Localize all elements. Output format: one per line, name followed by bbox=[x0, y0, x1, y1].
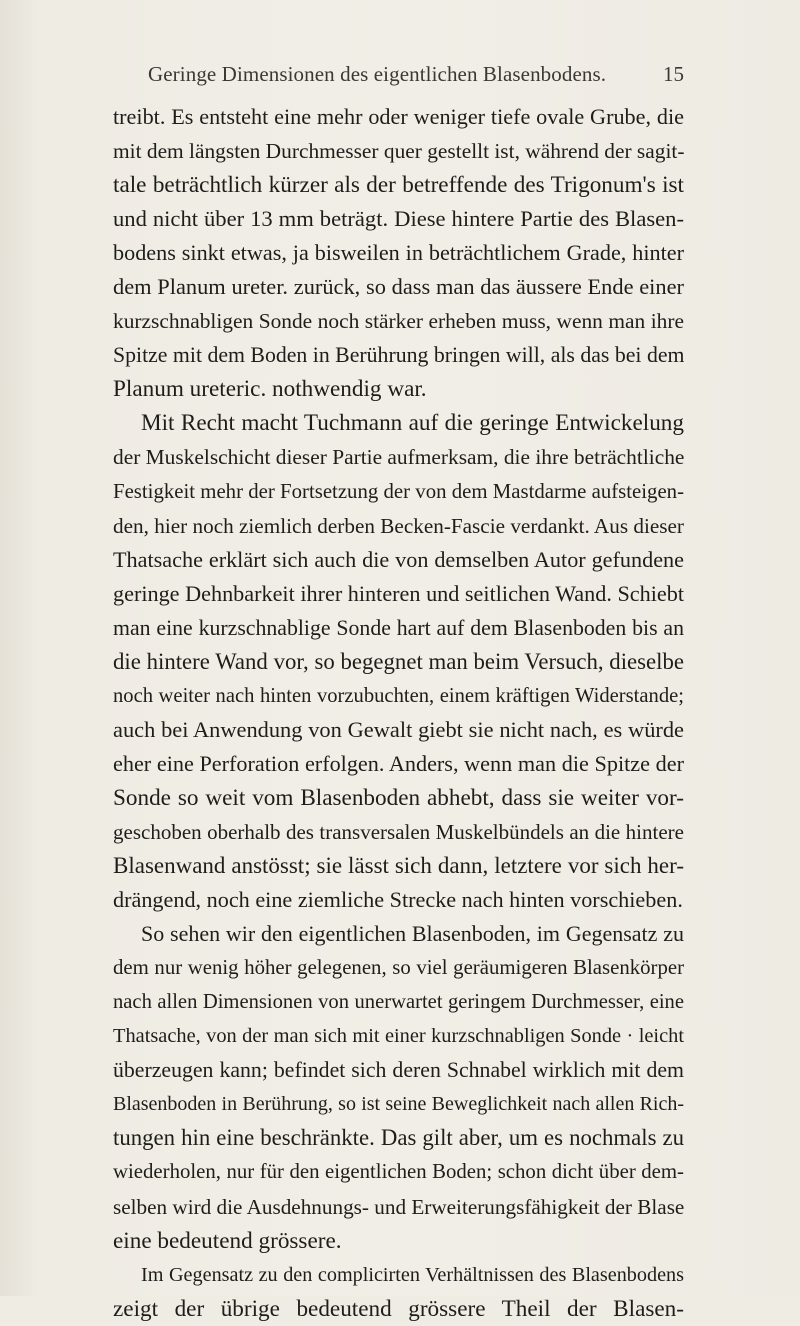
text-line: der Muskelschicht dieser Partie aufmerksam, die ihre beträchtliche bbox=[113, 445, 684, 470]
text-line: eine bedeutend grössere. bbox=[113, 1227, 342, 1254]
text-line: überzeugen kann; befindet sich deren Schnabel wirklich mit dem bbox=[113, 1058, 684, 1083]
text-line: man eine kurzschnablige Sonde hart auf dem Blasenboden bis an bbox=[113, 615, 684, 640]
text-line: geschoben oberhalb des transversalen Muskelbündels an die hintere bbox=[113, 819, 684, 844]
text-line: drängend, noch eine ziemliche Strecke nach hinten vorschieben. bbox=[113, 887, 683, 913]
text-line: So sehen wir den eigentlichen Blasenboden, im Gegensatz zu bbox=[141, 921, 684, 947]
text-line: selben wird die Ausdehnungs- und Erweiterungsfähigkeit der Blase bbox=[113, 1194, 684, 1219]
text-line: auch bei Anwendung von Gewalt giebt sie nicht nach, es würde bbox=[113, 716, 684, 742]
text-line: tungen hin eine beschränkte. Das gilt aber, um es nochmals zu bbox=[113, 1125, 684, 1151]
text-line: tale beträchtlich kürzer als der betreffende des Trigonum's ist bbox=[113, 172, 684, 199]
text-line: Festigkeit mehr der Fortsetzung der von dem Mastdarme aufsteigen- bbox=[113, 479, 684, 503]
text-line: eher eine Perforation erfolgen. Anders, wenn man die Spitze der bbox=[113, 750, 684, 776]
text-line: Thatsache erklärt sich auch die von demselben Autor gefundene bbox=[113, 546, 684, 572]
text-line: zeigt der übrige bedeutend grössere Theil der Blasen- bbox=[113, 1295, 684, 1322]
text-line: dem Planum ureter. zurück, so dass man das äussere Ende einer bbox=[113, 274, 684, 300]
running-head bbox=[148, 62, 684, 92]
text-line: Blasenwand anstösst; sie lässt sich dann, letztere vor sich her- bbox=[113, 853, 684, 879]
page-number: 15 bbox=[663, 62, 684, 86]
text-line: Planum ureteric. nothwendig war. bbox=[113, 376, 427, 403]
body-text bbox=[113, 100, 684, 1326]
text-line: Mit Recht macht Tuchmann auf die geringe Entwickelung bbox=[141, 410, 684, 437]
text-line: Im Gegensatz zu den complicirten Verhältnissen des Blasenbodens bbox=[141, 1263, 684, 1286]
text-line: bodens sinkt etwas, ja bisweilen in beträchtlichem Grade, hinter bbox=[113, 240, 684, 266]
text-line: dem nur wenig höher gelegenen, so viel geräumigeren Blasenkörper bbox=[113, 956, 684, 980]
text-line: Thatsache, von der man sich mit einer kurzschnabligen Sonde · leicht bbox=[113, 1025, 684, 1048]
text-line: noch weiter nach hinten vorzubuchten, einem kräftigen Widerstande; bbox=[113, 684, 684, 707]
running-head-title: Geringe Dimensionen des eigentlichen Blasenbodens. bbox=[148, 62, 607, 86]
text-line: Spitze mit dem Boden in Berührung bringen will, als das bei dem bbox=[113, 343, 684, 368]
text-line: wiederholen, nur für den eigentlichen Boden; schon dicht über dem- bbox=[113, 1160, 684, 1184]
text-line: den, hier noch ziemlich derben Becken-Fascie verdankt. Aus dieser bbox=[113, 513, 684, 538]
text-line: Sonde so weit vom Blasenboden abhebt, dass sie weiter vor- bbox=[113, 784, 684, 811]
text-line: nach allen Dimensionen von unerwartet geringem Durchmesser, eine bbox=[113, 991, 684, 1014]
text-line: kurzschnabligen Sonde noch stärker erheben muss, wenn man ihre bbox=[113, 309, 684, 334]
text-line: mit dem längsten Durchmesser quer gestellt ist, während der sagit- bbox=[113, 139, 684, 164]
text-line: treibt. Es entsteht eine mehr oder weniger tiefe ovale Grube, die bbox=[113, 104, 684, 129]
text-line: Blasenboden in Berührung, so ist seine Beweglichkeit nach allen Rich- bbox=[113, 1093, 684, 1116]
text-line: und nicht über 13 mm beträgt. Diese hintere Partie des Blasen- bbox=[113, 206, 684, 232]
text-line: geringe Dehnbarkeit ihrer hinteren und seitlichen Wand. Schiebt bbox=[113, 580, 684, 606]
text-line: die hintere Wand vor, so begegnet man beim Versuch, dieselbe bbox=[113, 648, 684, 674]
